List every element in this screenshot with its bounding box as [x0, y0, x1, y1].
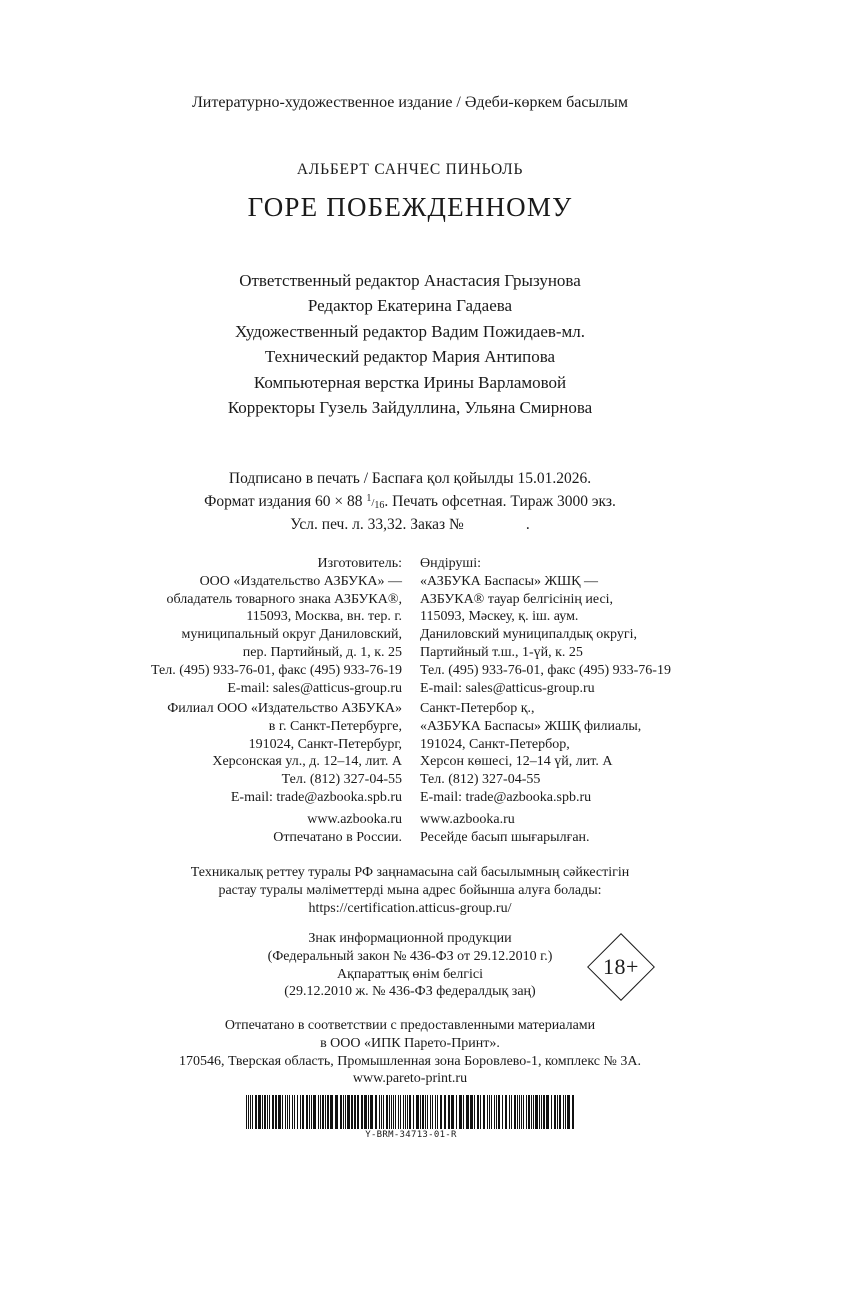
- barcode-bar: [505, 1095, 507, 1129]
- barcode-bar: [521, 1095, 522, 1129]
- barcode-bar: [539, 1095, 540, 1129]
- barcode-bar: [386, 1095, 388, 1129]
- barcode-bar: [459, 1095, 462, 1129]
- barcode-bar: [444, 1095, 446, 1129]
- barcode-bar: [327, 1095, 329, 1129]
- barcode-bar: [554, 1095, 556, 1129]
- barcode-bar: [523, 1095, 524, 1129]
- printer-website: www.pareto-print.ru: [352, 1071, 468, 1087]
- certification-url: https://certification.atticus-group.ru/: [308, 900, 512, 916]
- barcode-bar: [289, 1095, 290, 1129]
- manufacturer-kz-line: «АЗБУКА Баспасы» ЖШҚ —: [420, 573, 598, 589]
- info-sign-line: (Федеральный закон № 436-ФЗ от 29.12.2010 г.): [267, 948, 553, 964]
- barcode-bar: [313, 1095, 316, 1129]
- tech-reg-line: растау туралы мәліметтерді мына адрес бойынша алуға болады:: [218, 882, 602, 898]
- barcode-bar: [546, 1095, 549, 1129]
- manufacturer-kz-line: Партийный т.ш., 1-үй, к. 25: [420, 644, 583, 660]
- manufacturer-ru-line: Изготовитель:: [317, 556, 402, 571]
- sheets-line: [0, 515, 820, 535]
- branch-kz: [420, 700, 641, 807]
- barcode-bar: [364, 1095, 367, 1129]
- sheets-end: .: [525, 516, 530, 533]
- sheets-text: Усл. печ. л. 33,32. Заказ №: [290, 516, 464, 533]
- barcode-bar: [379, 1095, 380, 1129]
- barcode-bar: [413, 1095, 414, 1129]
- website-kz: www.azbooka.ru: [420, 812, 515, 827]
- barcode-bar: [345, 1095, 346, 1129]
- barcode-bar: [557, 1095, 558, 1129]
- credit-line: Компьютерная верстка Ирины Варламовой: [253, 372, 567, 392]
- barcode-bar: [511, 1095, 512, 1129]
- barcode-bar: [357, 1095, 359, 1129]
- info-sign-line: Знак информационной продукции: [308, 931, 512, 946]
- barcode-bar: [361, 1095, 363, 1129]
- barcode-bar: [391, 1095, 392, 1129]
- barcode-bar: [395, 1095, 396, 1129]
- barcode-bar: [526, 1095, 527, 1129]
- barcode-bar: [509, 1095, 510, 1129]
- barcode-bar: [440, 1095, 442, 1129]
- manufacturer-ru-line: ООО «Издательство АЗБУКА» —: [199, 573, 402, 589]
- credit-line: Ответственный редактор Анастасия Грызунова: [239, 271, 581, 290]
- barcode-bar: [477, 1095, 479, 1129]
- branch-kz-line: 191024, Санкт-Петербор,: [420, 736, 570, 752]
- barcode-bar: [300, 1095, 301, 1129]
- barcode-bar: [287, 1095, 288, 1129]
- barcode-bar: [463, 1095, 464, 1129]
- barcode-bar: [422, 1095, 424, 1129]
- format-fraction: $^1/_{16}$: [366, 492, 385, 511]
- barcode-bar: [335, 1095, 338, 1129]
- barcode-bar: [480, 1095, 481, 1129]
- barcode-bar: [420, 1095, 421, 1129]
- barcode-bar: [456, 1095, 457, 1129]
- barcode-bar: [435, 1095, 436, 1129]
- barcode-bar: [258, 1095, 261, 1129]
- tech-regulation-block: [0, 864, 820, 917]
- manufacturer-kz-line: Тел. (495) 933-76-01, факс (495) 933-76-19: [420, 662, 671, 678]
- barcode-bar: [351, 1095, 353, 1129]
- website-ru: www.azbooka.ru: [307, 812, 402, 827]
- barcode-bar: [302, 1095, 304, 1129]
- barcode-bar: [496, 1095, 497, 1129]
- barcode-bar: [487, 1095, 488, 1129]
- barcode-bar: [498, 1095, 500, 1129]
- barcode-bar: [519, 1095, 520, 1129]
- age-rating-text: 18+: [603, 954, 639, 979]
- barcode-bar: [430, 1095, 431, 1129]
- barcode-bar: [551, 1095, 552, 1129]
- barcode-bar: [494, 1095, 495, 1129]
- barcode-bar: [407, 1095, 408, 1129]
- barcode-bar: [531, 1095, 532, 1129]
- barcode-bar: [278, 1095, 281, 1129]
- barcode-bar: [541, 1095, 542, 1129]
- author-name: АЛЬБЕРТ САНЧЕС ПИНЬОЛЬ: [296, 161, 524, 178]
- barcode-bar: [565, 1095, 566, 1129]
- barcode-bar: [416, 1095, 419, 1129]
- barcode-bar: [448, 1095, 450, 1129]
- barcode-bar: [483, 1095, 485, 1129]
- manufacturer-kz: [420, 555, 671, 697]
- barcode-bar: [297, 1095, 298, 1129]
- barcode-bar: [354, 1095, 356, 1129]
- tech-reg-line: Техникалық реттеу туралы РФ заңнамасына сай басылымның сәйкестігін: [190, 865, 630, 880]
- barcode-bar: [252, 1095, 253, 1129]
- manufacturer-kz-line: Өндіруші:: [420, 556, 481, 571]
- branch-kz-line: Херсон көшесі, 12–14 үй, лит. А: [420, 754, 613, 770]
- barcode-bar: [543, 1095, 545, 1129]
- web-kz: [420, 811, 590, 847]
- branch-ru-line: 191024, Санкт-Петербург,: [248, 736, 402, 752]
- barcode-bar: [572, 1095, 574, 1129]
- format-prefix: Формат издания 60 × 88: [204, 492, 367, 510]
- print-info-block: [0, 469, 820, 535]
- book-title: ГОРЕ ПОБЕЖДЕННОМУ: [247, 192, 573, 222]
- barcode-bar: [514, 1095, 516, 1129]
- barcode-bar: [451, 1095, 454, 1129]
- branch-ru-line: E-mail: trade@azbooka.spb.ru: [230, 789, 402, 805]
- credit-line: Редактор Екатерина Гадаева: [307, 296, 513, 316]
- barcode-bar: [470, 1095, 473, 1129]
- barcode-bar: [246, 1095, 247, 1129]
- manufacturer-ru-line: пер. Партийный, д. 1, к. 25: [242, 644, 402, 660]
- manufacturer-ru-line: муниципальный округ Даниловский,: [181, 627, 402, 643]
- barcode-bar: [437, 1095, 438, 1129]
- branch-ru-line: Тел. (812) 327-04-55: [281, 772, 402, 788]
- printer-line: Отпечатано в соответствии с предоставленными материалами: [224, 1018, 596, 1033]
- barcode-code: Y-BRM-34713-01-R: [365, 1130, 457, 1140]
- manufacturer-ru-line: Тел. (495) 933-76-01, факс (495) 933-76-19: [151, 662, 402, 678]
- manufacturer-ru-line: 115093, Москва, вн. тер. г.: [246, 609, 402, 625]
- barcode-bar: [528, 1095, 530, 1129]
- barcode-bar: [400, 1095, 401, 1129]
- barcode-bar: [403, 1095, 404, 1129]
- barcode-bar: [466, 1095, 469, 1129]
- barcode-bar: [267, 1095, 268, 1129]
- format-line: [0, 489, 820, 516]
- barcode-bar: [320, 1095, 321, 1129]
- barcode-bar: [489, 1095, 490, 1129]
- age-rating-badge: [587, 933, 655, 1001]
- barcode-bar: [491, 1095, 492, 1129]
- barcode-bar: [330, 1095, 333, 1129]
- barcode-bar: [272, 1095, 274, 1129]
- manufacturer-ru: [151, 555, 402, 697]
- barcode-bar: [502, 1095, 503, 1129]
- credit-line: Художественный редактор Вадим Пожидаев-мл.: [234, 321, 586, 341]
- info-sign-line: (29.12.2010 ж. № 436-ФЗ федералдық заң): [284, 984, 536, 1000]
- manufacturer-ru-line: обладатель товарного знака АЗБУКА®,: [166, 591, 402, 607]
- barcode-bar: [282, 1095, 283, 1129]
- manufacturer-kz-line: АЗБУКА® тауар белгісінің иесі,: [420, 591, 614, 607]
- branch-ru-line: Херсонская ул., д. 12–14, лит. А: [212, 754, 402, 770]
- branch-kz-line: Санкт-Петербор қ.,: [420, 701, 535, 716]
- barcode-bar: [264, 1095, 266, 1129]
- info-sign-line: Ақпараттық өнім белгісі: [336, 966, 484, 982]
- barcode-icon: [246, 1095, 576, 1129]
- branch-ru: [167, 700, 402, 807]
- credit-line: Технический редактор Мария Антипова: [264, 347, 556, 367]
- barcode-bar: [318, 1095, 319, 1129]
- barcode-bar: [409, 1095, 411, 1129]
- barcode-bar: [322, 1095, 324, 1129]
- barcode-bar: [474, 1095, 475, 1129]
- genre-line: Литературно-художественное издание / Әдеби-көркем басылым: [191, 94, 629, 111]
- barcode-bar: [368, 1095, 369, 1129]
- manufacturer-kz-line: 115093, Мәскеу, қ. іш. аум.: [420, 609, 579, 625]
- branch-kz-line: «АЗБУКА Баспасы» ЖШҚ филиалы,: [420, 718, 642, 734]
- credits-block: [0, 268, 820, 420]
- manufacturer-kz-line: Даниловский муниципалдық округі,: [420, 627, 637, 643]
- signed-line: Подписано в печать / Баспаға қол қойылды 15.01.2026.: [228, 470, 592, 487]
- barcode-bar: [533, 1095, 534, 1129]
- barcode-bar: [370, 1095, 373, 1129]
- barcode-bar: [425, 1095, 426, 1129]
- branch-ru-line: Филиал ООО «Издательство АЗБУКА»: [167, 701, 402, 716]
- barcode-bar: [398, 1095, 399, 1129]
- barcode-bar: [340, 1095, 342, 1129]
- barcode-bar: [393, 1095, 394, 1129]
- web-ru: [273, 811, 402, 847]
- printed-in-kz: Ресейде басып шығарылған.: [420, 829, 590, 845]
- barcode-bar: [309, 1095, 310, 1129]
- fraction-denominator: 16: [374, 499, 385, 511]
- barcode-bar: [389, 1095, 390, 1129]
- barcode-bar: [427, 1095, 428, 1129]
- barcode-bar: [285, 1095, 286, 1129]
- barcode-bar: [292, 1095, 293, 1129]
- branch-ru-line: в г. Санкт-Петербурге,: [268, 718, 402, 734]
- manufacturer-kz-line: E-mail: sales@atticus-group.ru: [420, 680, 595, 696]
- format-suffix: . Печать офсетная. Тираж 3000 экз.: [384, 492, 616, 510]
- barcode-bar: [517, 1095, 518, 1129]
- barcode-bar: [563, 1095, 564, 1129]
- printer-line: 170546, Тверская область, Промышленная зона Боровлево-1, комплекс № 3А.: [179, 1053, 641, 1069]
- barcode-bar: [559, 1095, 561, 1129]
- barcode-bar: [567, 1095, 570, 1129]
- barcode-bar: [405, 1095, 406, 1129]
- branch-kz-line: E-mail: trade@azbooka.spb.ru: [420, 789, 592, 805]
- barcode-bar: [306, 1095, 308, 1129]
- printer-line: в ООО «ИПК Парето-Принт».: [320, 1035, 500, 1051]
- barcode-bar: [347, 1095, 350, 1129]
- barcode-bar: [325, 1095, 326, 1129]
- barcode-bar: [255, 1095, 257, 1129]
- barcode-bar: [269, 1095, 270, 1129]
- barcode-bar: [432, 1095, 433, 1129]
- barcode-bar: [375, 1095, 377, 1129]
- barcode-bar: [381, 1095, 382, 1129]
- fraction-numerator: 1: [366, 492, 372, 504]
- barcode-bar: [248, 1095, 249, 1129]
- barcode-bar: [383, 1095, 384, 1129]
- info-sign-block: [0, 930, 820, 1001]
- printer-block: [0, 1017, 820, 1088]
- printed-in-ru: Отпечатано в России.: [273, 829, 402, 845]
- barcode-bar: [262, 1095, 263, 1129]
- barcode-bar: [343, 1095, 344, 1129]
- barcode-bar: [535, 1095, 538, 1129]
- barcode-bar: [275, 1095, 277, 1129]
- branch-kz-line: Тел. (812) 327-04-55: [420, 772, 541, 788]
- barcode-bar: [294, 1095, 295, 1129]
- manufacturer-ru-line: E-mail: sales@atticus-group.ru: [227, 680, 402, 696]
- barcode-bar: [311, 1095, 312, 1129]
- barcode-bar: [250, 1095, 251, 1129]
- credit-line: Корректоры Гузель Зайдуллина, Ульяна Смирнова: [227, 398, 593, 418]
